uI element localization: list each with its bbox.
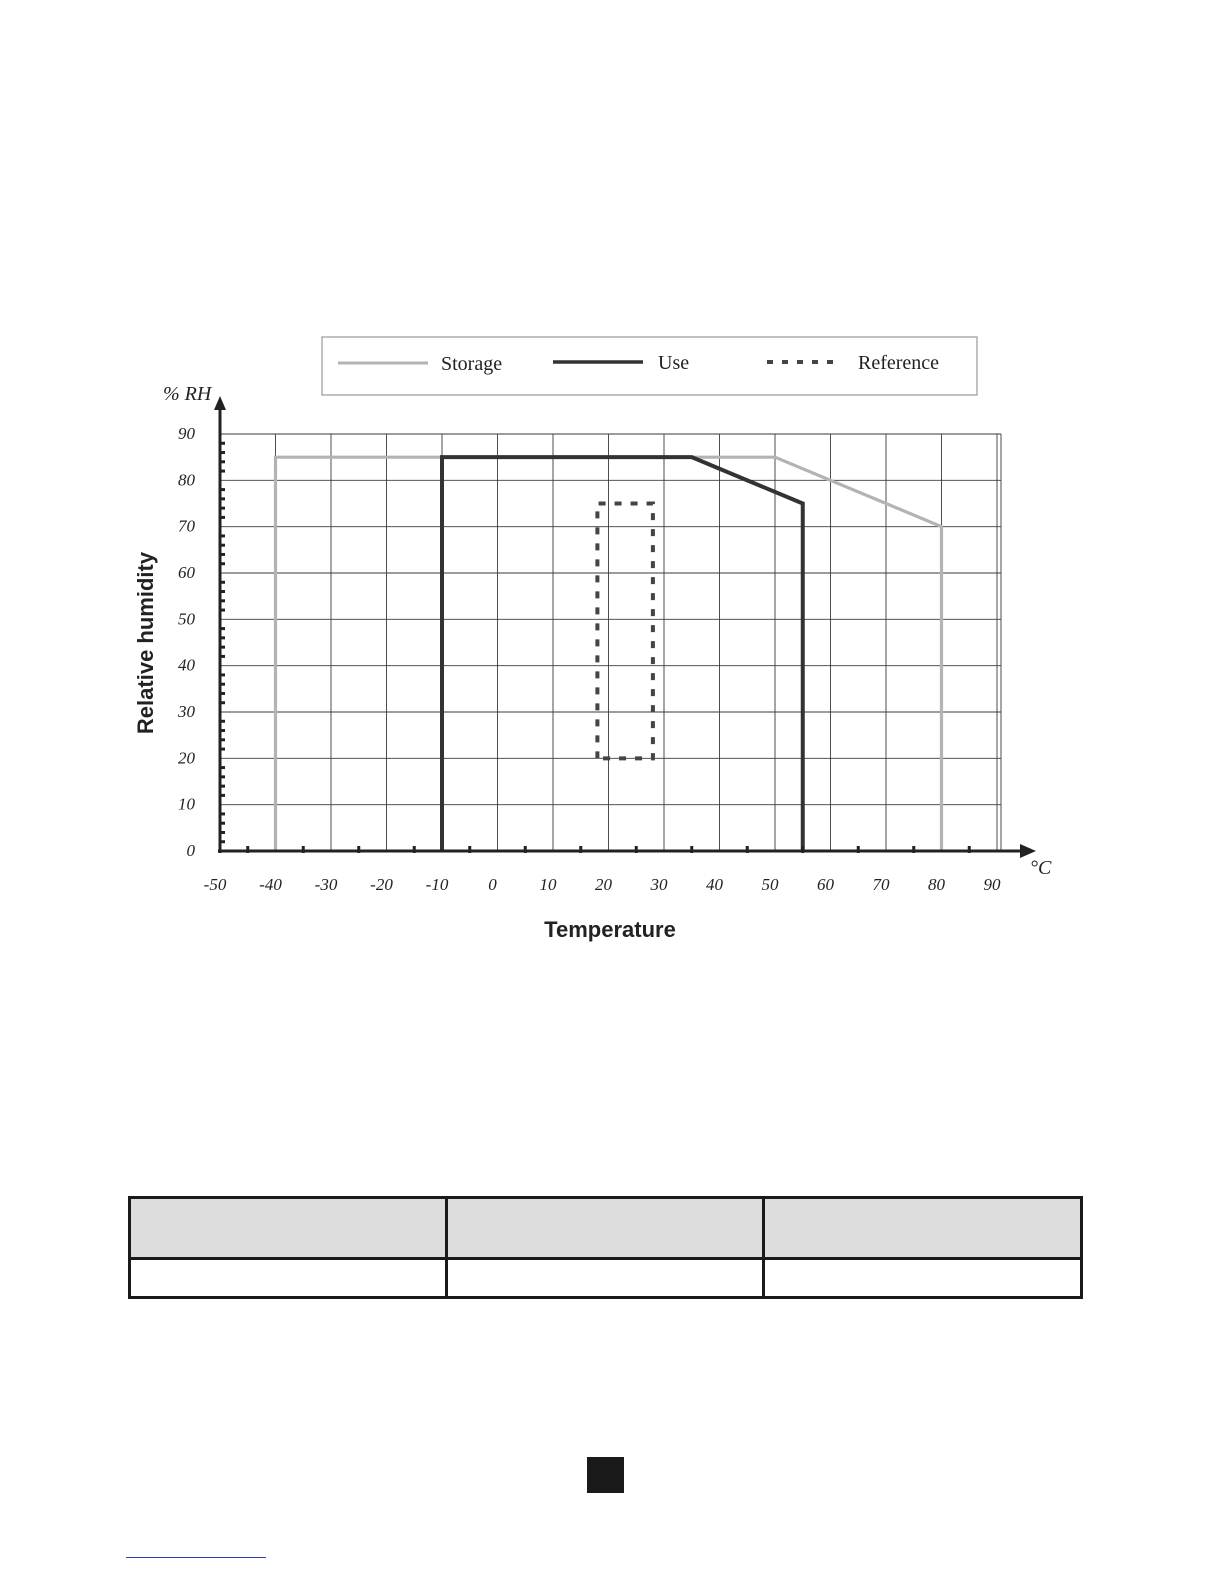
horizontal-gridlines xyxy=(220,434,1001,805)
y-tick-label: 70 xyxy=(178,516,195,536)
series-line-use xyxy=(442,457,803,851)
x-tick-label: -20 xyxy=(370,875,393,894)
x-tick-label: -30 xyxy=(314,875,338,894)
table-header-cell xyxy=(130,1198,447,1259)
series-line-reference xyxy=(597,504,653,759)
y-unit-label: % RH xyxy=(163,383,212,405)
y-tick-label: 40 xyxy=(178,655,195,675)
footer-rule xyxy=(126,1557,266,1558)
table-cell xyxy=(764,1259,1082,1298)
y-tick-label: 20 xyxy=(178,748,195,768)
x-tick-label: -10 xyxy=(425,875,449,894)
x-tick-label: 80 xyxy=(928,875,945,894)
y-tick-label: 10 xyxy=(178,794,195,814)
x-tick-label: -40 xyxy=(259,875,282,894)
table-cell xyxy=(447,1259,764,1298)
x-tick-label: 30 xyxy=(650,875,668,894)
legend-label-reference: Reference xyxy=(858,352,940,374)
y-tick-labels xyxy=(177,424,196,860)
table-header-cell xyxy=(447,1198,764,1259)
axes xyxy=(214,396,1036,858)
x-axis-title: Temperature xyxy=(544,917,676,942)
vertical-gridlines xyxy=(276,434,998,851)
x-axis-arrow xyxy=(1020,844,1036,858)
table-row xyxy=(130,1259,1082,1298)
y-tick-label: 50 xyxy=(178,609,195,629)
page-marker xyxy=(587,1457,624,1493)
y-tick-label: 90 xyxy=(178,424,195,443)
y-tick-label: 80 xyxy=(178,470,195,490)
y-tick-label: 0 xyxy=(186,841,195,860)
x-tick-label: 50 xyxy=(761,875,779,894)
x-tick-label: 90 xyxy=(983,875,1001,894)
x-tick-labels xyxy=(204,875,1001,894)
x-tick-label: 0 xyxy=(488,875,497,894)
legend xyxy=(322,337,977,395)
table-header-cell xyxy=(764,1198,1082,1259)
x-tick-label: 10 xyxy=(539,875,557,894)
specification-table xyxy=(128,1196,1083,1299)
x-tick-label: 40 xyxy=(706,875,723,894)
x-unit-label: °C xyxy=(1030,857,1052,879)
axis-minor-ticks xyxy=(219,443,969,853)
table-header-row xyxy=(130,1198,1082,1259)
x-tick-label: 60 xyxy=(817,875,834,894)
y-tick-label: 60 xyxy=(178,563,195,582)
y-tick-label: 30 xyxy=(178,702,195,721)
x-tick-label: 20 xyxy=(595,875,612,894)
legend-label-storage: Storage xyxy=(441,353,503,375)
x-tick-label: 70 xyxy=(872,875,890,894)
y-axis-title: Relative humidity xyxy=(133,551,158,735)
x-tick-label: -50 xyxy=(203,875,227,894)
legend-label-use: Use xyxy=(658,352,690,374)
table-cell xyxy=(130,1259,447,1298)
y-axis-arrow xyxy=(214,396,226,410)
